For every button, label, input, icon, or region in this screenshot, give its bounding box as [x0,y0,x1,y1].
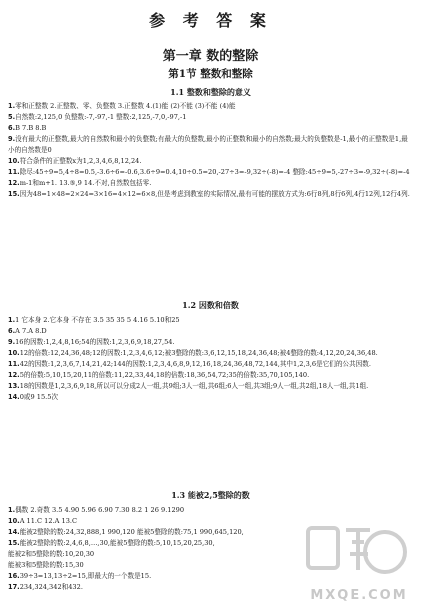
answer-text: 因为48=1×48=2×24=3×16=4×12=6×8,但是考虑到教室的实际情况,最有可能的摆放方式为:6行8列,8行6列,4行12列,12行4列. [19,190,410,198]
answer-item [8,101,413,112]
answer-text: 12的倍数:12,24,36,48;12的因数:1,2,3,4,6,12;被3整除的数:3,6,12,15,18,24,36,48;被4整除的数:4,12,20,24,36,48. [19,349,378,357]
answer-text: 能被3和5整除的数:15,30 [8,561,84,569]
answer-number: 6. [8,124,16,132]
answers-1-1 [8,101,413,200]
answers-1-2 [8,315,413,403]
answer-number: 15. [8,190,20,198]
answer-item [8,112,413,123]
answer-number: 11. [8,168,20,176]
answer-item [8,315,413,326]
answer-number: 1. [8,316,16,324]
answer-item [8,538,413,549]
answer-item [8,381,413,392]
answer-text: 42的因数:1,2,3,6,7,14,21,42;144的因数:1,2,3,4,6,8,9,12,16,18,24,36,48,72,144,其中1,2,3,6是它们的公共因数. [19,360,371,368]
answer-number: 13. [8,382,20,390]
answer-text: 能被2整除的数:24,32,888,1 990,120 能被5整除的数:75,1 990,645,120, [19,528,244,536]
answer-text: 能被2整除的数:2,4,6,8,…,30,能被5整除的数:5,10,15,20,25,30, [19,539,215,547]
answer-number: 10. [8,517,20,525]
answer-text: 能被2和5整除的数:10,20,30 [8,550,95,558]
answer-number: 14. [8,528,20,536]
answer-item [8,134,413,156]
watermark-text: MXQE.COM [310,588,408,603]
answer-text: 除尽:45÷9=5,4÷8=0.5,-3.6÷6=-0.6,3.6÷9=0.4,10÷0.5=20,-27÷3=-9,32÷(-8)=-4 整除:45÷9=5,-27÷3=-9,32÷(-8)=-4 [19,168,410,176]
answer-item [8,156,413,167]
answer-item [8,516,413,527]
answer-item [8,123,413,134]
answer-item [8,571,413,582]
answer-text: A 7.A 8.D [15,327,47,335]
answer-text: 符合条件的正整数x为1,2,3,4,6,8,12,24. [19,157,142,165]
answer-number: 11. [8,360,20,368]
answer-number: 9. [8,135,16,143]
answer-number: 17. [8,583,20,591]
answer-text: A 11.C 12.A 13.C [19,517,78,525]
answer-number: 14. [8,393,20,401]
answer-number: 9. [8,338,16,346]
answer-text: 234,324,342和432. [19,583,83,591]
section-heading: 第1节 整数和整除 [168,68,253,80]
answer-item [8,348,413,359]
answer-item [8,370,413,381]
chapter-heading: 第一章 数的整除 [162,49,259,64]
answer-number: 12. [8,179,20,187]
subsection-1-2-heading: 1.2 因数和倍数 [182,300,239,310]
answer-number: 1. [8,102,16,110]
answers-1-3 [8,505,413,593]
answer-number: 10. [8,157,20,165]
answer-item [8,392,413,403]
answer-item [8,189,413,200]
answer-item [8,167,413,178]
answer-number: 5. [8,113,16,121]
answer-text: 18的因数是1,2,3,6,9,18,所以可以分成2人一组,共9组;3人一组,共6组;6人一组,共3组;9人一组,共2组,18人一组,共1组. [19,382,369,390]
answer-text: 5的倍数:5,10,15,20,11的倍数:11,22,33,44,18的倍数:18,36,54,72;35的倍数:35,70,105,140. [19,371,310,379]
answer-text: 1 它本身 2.它本身 不存在 3.5 35 35 5 4.16 5.10和25 [15,316,180,324]
answer-number: 1. [8,506,16,514]
answer-item [8,560,413,571]
answer-text: 39÷3=13,13÷2=15,即最大的一个数是15. [19,572,152,580]
answer-number: 15. [8,539,20,547]
subsection-1-3-heading: 1.3 能被2,5整除的数 [171,490,250,500]
answer-item [8,326,413,337]
answer-item [8,359,413,370]
answer-text: B 7.B 8.B [15,124,47,132]
answer-text: 16的因数:1,2,4,8,16;54的因数:1,2,3,6,9,18,27,54. [15,338,175,346]
answer-text: m-1和m+1. 13.⑤,9 14.不对,自然数包括零. [19,179,152,187]
answer-text: 没有最大的正整数,最大的自然数和最小的负整数;有最大的负整数,最小的正整数和最小的自然数;最大的负整数是-1,最小的正整数是1,最小的自然数是0 [8,135,408,154]
answer-number: 12. [8,371,20,379]
answer-text: 0或9 15.5次 [19,393,59,401]
answer-text: 零和正整数 2.正整数、零、负整数 3.正整数 4.(1)能 (2)不能 (3)不能 (4)能 [15,102,236,110]
answer-number: 16. [8,572,20,580]
answer-item [8,527,413,538]
subsection-1-1-heading: 1.1 整数和整除的意义 [170,87,251,97]
answer-number: 10. [8,349,20,357]
answer-item [8,178,413,189]
answer-item [8,337,413,348]
answer-number: 6. [8,327,16,335]
answer-text: 自然数:2,125,0 负整数:-7,-97,-1 整数:2,125,-7,0,-97,-1 [15,113,187,121]
answer-item [8,549,413,560]
answer-text: 偶数 2.奇数 3.5 4.90 5.96 6.90 7.30 8.2 1 26 9.1290 [15,506,185,514]
answer-item [8,505,413,516]
page-title: 参 考 答 案 [149,11,272,30]
